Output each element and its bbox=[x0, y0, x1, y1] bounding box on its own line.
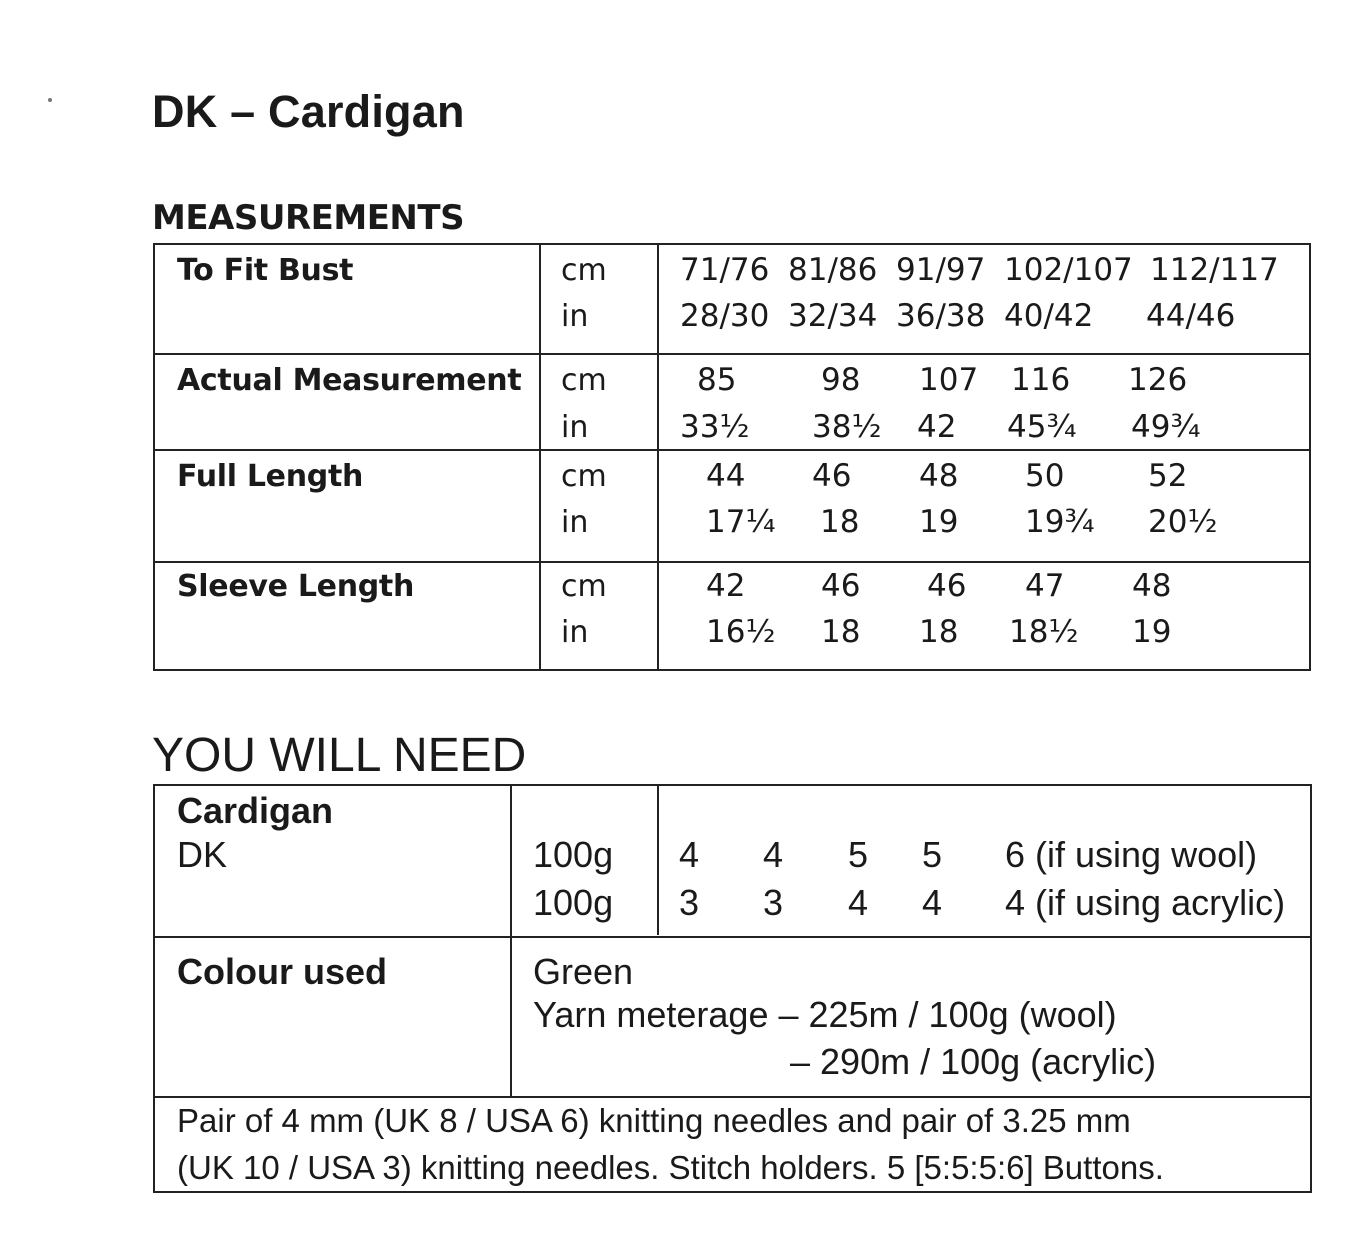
unit-cm: cm bbox=[561, 569, 607, 604]
unit-cm: cm bbox=[561, 459, 607, 494]
actual-in-size-2: 38½ bbox=[812, 409, 882, 445]
acrylic-balls-size-5: 4 (if using acrylic) bbox=[1005, 882, 1286, 923]
meterage-acrylic: – 290m / 100g (acrylic) bbox=[790, 1041, 1157, 1082]
sleeve-cm-size-2: 46 bbox=[821, 568, 861, 604]
length-cm-size-5: 52 bbox=[1148, 458, 1188, 494]
sleeve-in-size-4: 18½ bbox=[1009, 614, 1079, 650]
unit-in: in bbox=[561, 505, 589, 540]
actual-in-size-3: 42 bbox=[917, 409, 957, 445]
wool-balls-size-4: 5 bbox=[922, 834, 943, 875]
sleeve-cm-size-5: 48 bbox=[1132, 568, 1172, 604]
colour-label: Colour used bbox=[177, 951, 388, 992]
acrylic-balls-size-2: 3 bbox=[763, 882, 784, 923]
page-title: DK – Cardigan bbox=[152, 86, 465, 137]
bust-cm-size-4: 102/107 bbox=[1004, 252, 1133, 288]
ball-weight-acrylic: 100g bbox=[533, 882, 614, 923]
actual-cm-size-3: 107 bbox=[919, 362, 979, 398]
wool-balls-size-3: 5 bbox=[848, 834, 869, 875]
actual-cm-size-2: 98 bbox=[821, 362, 861, 398]
actual-in-size-5: 49¾ bbox=[1131, 409, 1201, 445]
wool-balls-size-1: 4 bbox=[679, 834, 700, 875]
length-cm-size-2: 46 bbox=[812, 458, 852, 494]
actual-in-size-4: 45¾ bbox=[1007, 409, 1077, 445]
actual-cm-size-4: 116 bbox=[1011, 362, 1071, 398]
length-in-size-2: 18 bbox=[820, 504, 860, 540]
bust-in-size-5: 44/46 bbox=[1146, 298, 1236, 334]
you-will-need-heading: YOU WILL NEED bbox=[152, 729, 527, 782]
sleeve-cm-size-1: 42 bbox=[706, 568, 746, 604]
row-label-actual-measurement: Actual Measurement bbox=[177, 363, 522, 398]
column-divider bbox=[657, 786, 659, 935]
row-label-to-fit-bust: To Fit Bust bbox=[177, 253, 354, 288]
colour-name: Green bbox=[533, 951, 634, 992]
sleeve-in-size-1: 16½ bbox=[706, 614, 776, 650]
actual-cm-size-1: 85 bbox=[697, 362, 737, 398]
acrylic-balls-size-3: 4 bbox=[848, 882, 869, 923]
length-in-size-4: 19¾ bbox=[1025, 504, 1095, 540]
row-divider bbox=[155, 449, 1309, 451]
column-divider bbox=[539, 245, 541, 669]
unit-in: in bbox=[561, 615, 589, 650]
actual-cm-size-5: 126 bbox=[1128, 362, 1188, 398]
bust-in-size-1: 28/30 bbox=[680, 298, 770, 334]
wool-balls-size-5: 6 (if using wool) bbox=[1005, 834, 1258, 875]
bust-cm-size-5: 112/117 bbox=[1150, 252, 1279, 288]
measurements-heading: MEASUREMENTS bbox=[152, 198, 465, 238]
row-divider bbox=[155, 936, 1310, 938]
unit-in: in bbox=[561, 410, 589, 445]
needles-note-line-2: (UK 10 / USA 3) knitting needles. Stitch holders. 5 [5:5:5:6] Buttons. bbox=[177, 1149, 1164, 1186]
sleeve-cm-size-4: 47 bbox=[1025, 568, 1065, 604]
scan-speck bbox=[48, 98, 52, 102]
measurements-table bbox=[153, 243, 1311, 671]
wool-balls-size-2: 4 bbox=[763, 834, 784, 875]
length-in-size-3: 19 bbox=[919, 504, 959, 540]
row-divider bbox=[155, 1096, 1310, 1098]
bust-in-size-4: 40/42 bbox=[1004, 298, 1094, 334]
row-divider bbox=[155, 353, 1309, 355]
item-title: Cardigan bbox=[177, 790, 334, 831]
length-cm-size-3: 48 bbox=[919, 458, 959, 494]
bust-in-size-2: 32/34 bbox=[788, 298, 878, 334]
bust-cm-size-2: 81/86 bbox=[788, 252, 878, 288]
length-in-size-5: 20½ bbox=[1148, 504, 1218, 540]
meterage-wool: Yarn meterage – 225m / 100g (wool) bbox=[533, 994, 1117, 1035]
sleeve-in-size-5: 19 bbox=[1132, 614, 1172, 650]
yarn-type: DK bbox=[177, 834, 228, 875]
bust-cm-size-1: 71/76 bbox=[680, 252, 770, 288]
column-divider bbox=[510, 786, 512, 1096]
sleeve-in-size-2: 18 bbox=[821, 614, 861, 650]
sleeve-cm-size-3: 46 bbox=[927, 568, 967, 604]
acrylic-balls-size-4: 4 bbox=[922, 882, 943, 923]
acrylic-balls-size-1: 3 bbox=[679, 882, 700, 923]
unit-cm: cm bbox=[561, 363, 607, 398]
row-label-full-length: Full Length bbox=[177, 459, 364, 494]
length-cm-size-1: 44 bbox=[706, 458, 746, 494]
length-in-size-1: 17¼ bbox=[706, 504, 776, 540]
unit-in: in bbox=[561, 299, 589, 334]
sleeve-in-size-3: 18 bbox=[919, 614, 959, 650]
ball-weight-wool: 100g bbox=[533, 834, 614, 875]
column-divider bbox=[657, 245, 659, 669]
needles-note-line-1: Pair of 4 mm (UK 8 / USA 6) knitting needles and pair of 3.25 mm bbox=[177, 1102, 1131, 1139]
unit-cm: cm bbox=[561, 253, 607, 288]
you-will-need-table bbox=[153, 784, 1312, 1193]
actual-in-size-1: 33½ bbox=[680, 409, 750, 445]
row-label-sleeve-length: Sleeve Length bbox=[177, 569, 415, 604]
bust-in-size-3: 36/38 bbox=[896, 298, 986, 334]
row-divider bbox=[155, 561, 1309, 563]
length-cm-size-4: 50 bbox=[1025, 458, 1065, 494]
bust-cm-size-3: 91/97 bbox=[896, 252, 986, 288]
